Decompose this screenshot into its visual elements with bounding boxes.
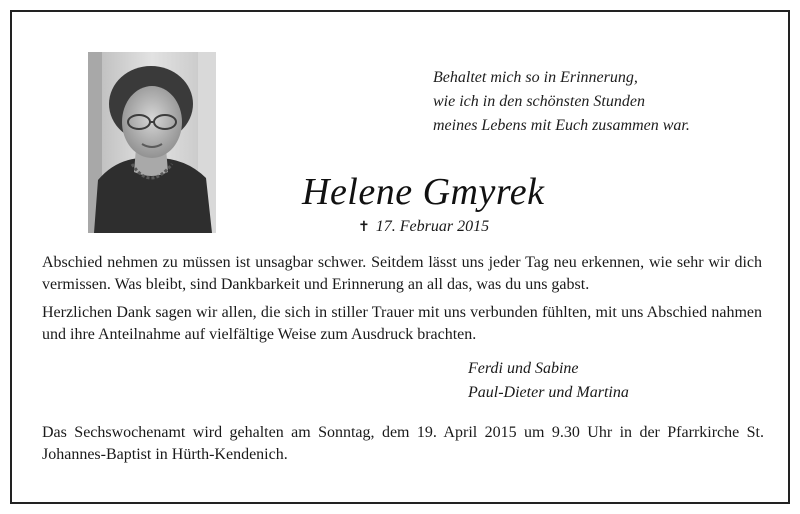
- signer-name: Ferdi und Sabine: [468, 360, 579, 377]
- death-date: 17. Februar 2015: [375, 218, 490, 235]
- poem-line: wie ich in den schönsten Stunden: [433, 93, 645, 110]
- memorial-poem: [433, 66, 690, 138]
- cross-icon: ✝: [358, 219, 370, 235]
- poem-line: Behaltet mich so in Erinnerung,: [433, 69, 638, 86]
- thanks-paragraph: Herzlichen Dank sagen wir allen, die sich in stiller Trauer mit uns verbunden fühlten, mit uns Abschied nahmen und ihre Anteilnahme auf vielfältige Weise zum Ausdruck brachten.: [42, 304, 762, 343]
- obituary-notice: [10, 10, 790, 504]
- farewell-paragraph: Abschied nehmen zu müssen ist unsagbar schwer. Seitdem lässt uns jeder Tag neu erkennen, wie sehr wir dich vermissen. Was bleibt, sind Dankbarkeit und Erinnerung an all das, was du uns gabst.: [42, 254, 762, 293]
- signers: [468, 357, 629, 405]
- mass-info: Das Sechswochenamt wird gehalten am Sonntag, dem 19. April 2015 um 9.30 Uhr in der Pfarrkirche St. Johannes-Baptist in Hürth-Kendenich.: [42, 424, 764, 463]
- poem-line: meines Lebens mit Euch zusammen war.: [433, 117, 690, 134]
- portrait-photo: [88, 52, 216, 233]
- deceased-name: Helene Gmyrek: [302, 171, 545, 213]
- death-date-line: [358, 217, 489, 237]
- signer-name: Paul-Dieter und Martina: [468, 384, 629, 401]
